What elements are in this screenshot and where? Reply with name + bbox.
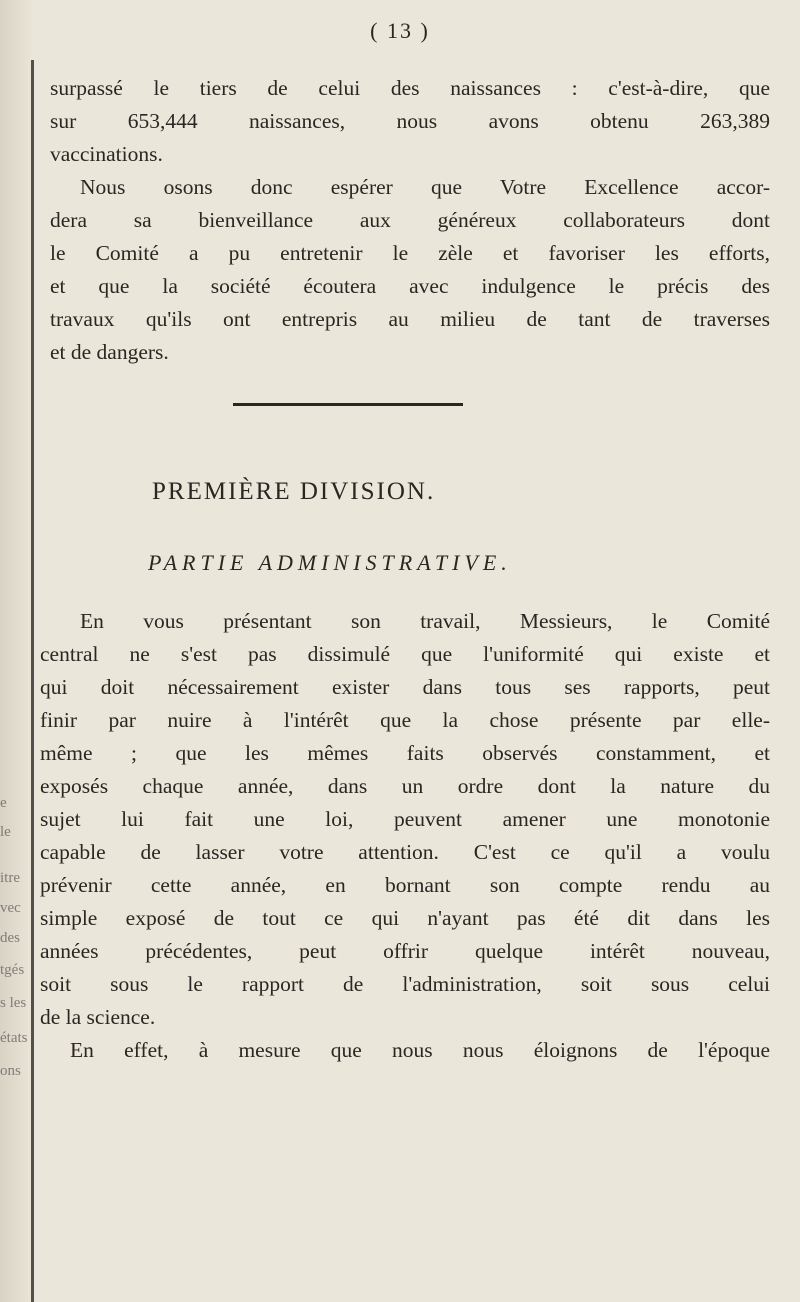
text-line: qui doit nécessairement exister dans tous ses rapports, peut [40,675,770,699]
margin-bleed-text: s les [0,995,27,1011]
text-line: finir par nuire à l'intérêt que la chose présente par elle- [40,708,770,732]
page-number: ( 13 ) [370,18,430,43]
text-line: central ne s'est pas dissimulé que l'uniformité qui existe et [40,642,770,666]
text-line: dera sa bienveillance aux généreux collaborateurs dont [50,208,770,232]
margin-bleed-text: états [0,1030,28,1046]
text-line: soit sous le rapport de l'administration, soit sous celui [40,972,770,996]
text-line: de la science. [40,1005,156,1029]
margin-bleed-text: des [0,930,20,946]
margin-bleed-text: e [0,795,7,811]
text-line: sur 653,444 naissances, nous avons obtenu 263,389 [50,109,770,133]
division-title: PREMIÈRE DIVISION. [152,478,436,505]
section-divider-rule [233,403,463,406]
text-line: exposés chaque année, dans un ordre dont la nature du [40,774,770,798]
text-line: années précédentes, peut offrir quelque intérêt nouveau, [40,939,770,963]
division-subtitle: PARTIE ADMINISTRATIVE. [148,550,512,575]
text-line: vaccinations. [50,142,163,166]
text-line: En vous présentant son travail, Messieurs, le Comité [80,609,770,633]
margin-bleed-text: vec [0,900,21,916]
body-paragraph [40,605,770,1067]
margin-bleed-text: tgés [0,962,25,978]
binding-gutter [0,0,34,1302]
text-line: le Comité a pu entretenir le zèle et favoriser les efforts, [50,241,770,265]
text-line: sujet lui fait une loi, peuvent amener une monotonie [40,807,770,831]
text-line: simple exposé de tout ce qui n'ayant pas été dit dans les [40,906,770,930]
binding-shadow-line [31,60,34,1302]
text-line: même ; que les mêmes faits observés constamment, et [40,741,770,765]
margin-bleed-text: itre [0,870,20,886]
margin-bleed-text: le [0,824,11,840]
text-line: Nous osons donc espérer que Votre Excellence accor- [80,175,770,199]
text-line: et que la société écoutera avec indulgence le précis des [50,274,770,298]
text-line: surpassé le tiers de celui des naissances : c'est-à-dire, que [50,76,770,100]
text-line: prévenir cette année, en bornant son compte rendu au [40,873,770,897]
intro-paragraph [50,72,770,369]
text-line: et de dangers. [50,340,169,364]
text-line: capable de lasser votre attention. C'est ce qu'il a voulu [40,840,770,864]
margin-bleed-text: ons [0,1063,21,1079]
text-line: travaux qu'ils ont entrepris au milieu de tant de traverses [50,307,770,331]
text-line: En effet, à mesure que nous nous éloignons de l'époque [70,1038,770,1062]
